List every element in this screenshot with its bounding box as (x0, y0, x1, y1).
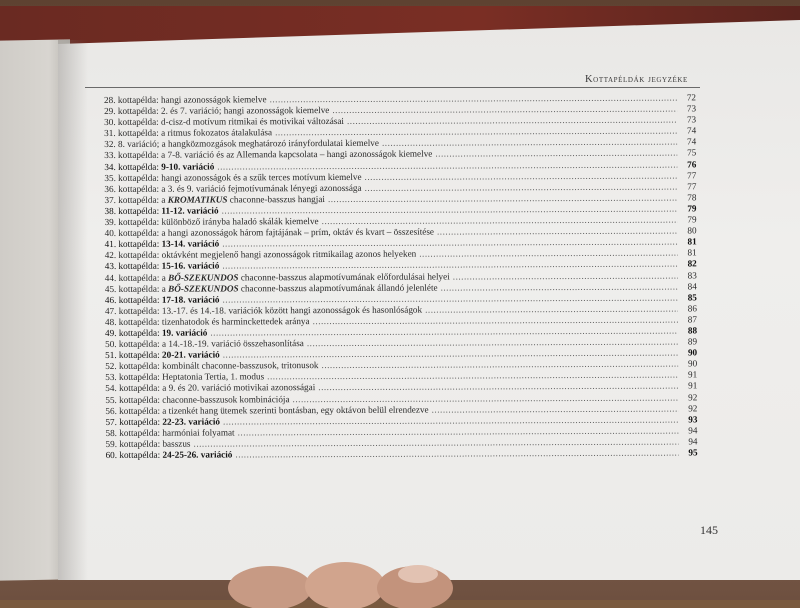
toc-entry-title: 15-16. variáció (161, 260, 220, 272)
toc-entry-prefix: 57. kottapélda: (105, 416, 163, 427)
toc-entry-page: 92 (688, 403, 698, 414)
toc-entry-page: 94 (688, 425, 698, 436)
toc-entry-title: 8. variáció; a hangközmozgások meghatározó irányfordulatai kiemelve (117, 138, 380, 150)
toc-entry-page: 95 (688, 447, 698, 458)
toc-entry-title-pre: a (161, 283, 169, 294)
toc-entry-title-emphasis: BŐ-SZEKUNDOS (168, 271, 239, 283)
toc-entry-title: a 9. és 20. variáció motivikai azonosságai (162, 382, 316, 394)
toc-entry-label (105, 372, 264, 384)
toc-entry-page: 83 (687, 269, 697, 280)
header-rule (85, 87, 700, 88)
toc-entry-prefix: 35. kottapélda: (104, 172, 162, 183)
toc-entry-prefix: 54. kottapélda: (105, 383, 163, 394)
toc-entry-prefix: 38. kottapélda: (104, 205, 162, 216)
toc-entry-title: a 7-8. variáció és az Allemanda kapcsolata – hangi azonosságok kiemelve (161, 149, 433, 161)
toc-entry-page: 80 (687, 225, 697, 236)
toc-entry-page: 72 (686, 92, 697, 103)
toc-entry-title-post: chaconne-basszus alapmotívumának előfordulásai helyei (238, 270, 450, 282)
toc-entry-label (104, 128, 272, 140)
toc-entry-prefix: 30. kottapélda: (104, 116, 162, 128)
toc-entry-label (105, 360, 318, 372)
toc-entry-title-pre: a (161, 272, 169, 283)
toc-entry-label (105, 239, 220, 251)
toc-entry-label (105, 416, 220, 428)
toc-entry-label (105, 316, 310, 328)
toc-entry-prefix: 45. kottapélda: (104, 283, 162, 294)
toc-entry-page: 91 (688, 380, 698, 391)
toc-entry-page: 77 (687, 181, 697, 192)
toc-entry-label (105, 328, 207, 340)
toc-entry-title: különböző irányba haladó skálák kiemelve (161, 216, 319, 227)
toc-entry-label (105, 261, 220, 273)
toc-entry-title: Heptatonia Tertia, 1. modus (162, 371, 265, 383)
toc-entry-title: basszus (162, 438, 191, 449)
toc-entry-title: 9-10. variáció (161, 161, 215, 172)
toc-entry-prefix: 29. kottapélda: (104, 105, 161, 117)
toc-entry-prefix: 31. kottapélda: (104, 128, 162, 139)
toc-entry-page: 89 (687, 336, 698, 347)
toc-entry-prefix: 43. kottapélda: (104, 261, 162, 272)
toc-entry-prefix: 47. kottapélda: (104, 305, 162, 316)
toc-entry-label (104, 161, 214, 173)
toc-entry-label (105, 294, 220, 306)
toc-entry-prefix: 52. kottapélda: (105, 360, 163, 372)
toc-entry-label (105, 350, 220, 362)
toc-entry-prefix: 33. kottapélda: (104, 150, 162, 161)
toc-entry-title: 22-23. variáció (162, 416, 221, 427)
toc-entry-label (105, 216, 319, 228)
toc-entry-page: 74 (686, 125, 697, 136)
toc-entry-page: 90 (687, 347, 698, 358)
toc-entry-prefix: 58. kottapélda: (105, 427, 163, 438)
toc-entry-label (106, 449, 233, 461)
toc-entry-prefix: 36. kottapélda: (104, 183, 162, 194)
toc-entry-page: 85 (687, 292, 697, 303)
toc-entry-prefix: 53. kottapélda: (105, 372, 163, 383)
toc-entry-title: oktávként megjelenő hangi azonosságok ritmikailag azonos helyeken (161, 248, 417, 261)
toc-entry-page: 91 (688, 369, 698, 380)
toc-entry-title: a ritmus fokozatos átalakulása (161, 127, 273, 139)
toc-entry-title: tizenhatodok és harminckettedek aránya (161, 315, 310, 327)
toc-entry-page: 87 (687, 314, 698, 325)
page-number: 145 (700, 523, 718, 537)
toc-entry-prefix: 34. kottapélda: (104, 161, 162, 172)
fingers-holding-page (220, 548, 460, 608)
toc-entry-prefix: 48. kottapélda: (104, 316, 162, 327)
toc-entry-prefix: 40. kottapélda: (104, 227, 162, 239)
toc-entry-prefix: 55. kottapélda: (105, 394, 163, 405)
toc-entry-title: 2. és 7. variáció; hangi azonosságok kiemelve (160, 105, 330, 116)
toc-entry-page: 90 (687, 358, 698, 369)
toc-entry-title: a tizenkét hang ütemek szerinti bontásban, egy oktávon belül elrendezve (162, 404, 429, 416)
toc-entry-page: 94 (688, 436, 698, 447)
toc-entry-prefix: 32. (104, 139, 119, 150)
toc-entry-title: a hangi azonosságok három fajtájának – prím, oktáv és kvart – összesítése (161, 226, 435, 238)
toc-entry-prefix: 49. kottapélda: (105, 327, 162, 338)
toc-entry-title: 17-18. variáció (161, 294, 220, 305)
table-of-contents (104, 92, 698, 461)
toc-entry-prefix: 39. kottapélda: (104, 216, 162, 228)
toc-entry-title-emphasis: BŐ-SZEKUNDOS (168, 283, 239, 294)
toc-entry-prefix: 50. kottapélda: (105, 338, 163, 350)
toc-entry-page: 73 (686, 103, 697, 114)
toc-entry-title-emphasis: KROMATIKUS (167, 194, 228, 205)
toc-entry-page: 73 (686, 114, 697, 125)
toc-entry-label (104, 94, 267, 106)
toc-entry-title: a 3. és 9. variáció fejmotívumának lényegi azonossága (161, 182, 362, 194)
toc-entry-title: 19. variáció (161, 327, 208, 338)
toc-entry-title: 11-12. variáció (161, 205, 219, 216)
toc-entry-page: 81 (687, 236, 697, 247)
running-head: Kottapéldák jegyzéke (585, 74, 688, 85)
toc-entry-title: hangi azonosságok és a szűk terces motívum kiemelve (161, 171, 362, 183)
toc-entry-label (105, 338, 304, 350)
toc-entry-page: 75 (687, 147, 697, 158)
toc-entry-title-post: chaconne-basszus hangjai (227, 193, 325, 205)
finger-middle (305, 562, 385, 608)
toc-entry-page: 78 (687, 192, 697, 203)
toc-entry-title: 13.-17. és 14.-18. variációk között hangi azonosságok és hasonlóságok (161, 304, 423, 316)
toc-entry-prefix: 59. kottapélda: (105, 438, 163, 449)
toc-entry-page: 92 (688, 391, 698, 402)
toc-entry-title: a 14.-18.-19. variáció összehasonlítása (161, 338, 304, 349)
toc-entry-prefix: 44. kottapélda: (104, 272, 162, 283)
toc-entry-prefix: 46. kottapélda: (104, 294, 162, 305)
toc-entry-page: 82 (687, 258, 697, 269)
toc-entry-page: 88 (687, 325, 698, 336)
toc-entry-prefix: 51. kottapélda: (105, 349, 163, 361)
toc-entry-title-pre: a (161, 194, 168, 205)
toc-entry-title: d-cisz-d motívum ritmikai és motivikai változásai (161, 116, 344, 127)
toc-entry-page: 84 (687, 281, 697, 292)
toc-entry-title: 24-25-26. variáció (162, 449, 233, 460)
toc-entry-label (105, 383, 315, 395)
toc-entry-page: 79 (687, 214, 697, 225)
toc-entry-prefix: 42. kottapélda: (104, 250, 162, 261)
dot-leader (235, 447, 678, 460)
fingernail-right (398, 565, 438, 583)
toc-entry-title: 13-14. variáció (161, 238, 220, 249)
toc-entry-title: chaconne-basszusok kombinációja (162, 393, 290, 405)
toc-entry-title: harmóniai folyamat (162, 427, 235, 438)
toc-entry-prefix: 56. kottapélda: (105, 405, 163, 416)
toc-entry-page: 79 (687, 203, 697, 214)
finger-left (228, 566, 312, 608)
toc-entry-prefix: 60. kottapélda: (105, 449, 163, 460)
toc-entry-prefix: 41. kottapélda: (104, 238, 162, 250)
toc-entry-page: 81 (687, 247, 697, 258)
toc-entry-prefix: 28. kottapélda: (104, 94, 161, 105)
toc-entry-page: 93 (688, 414, 698, 425)
toc-entry-label (106, 439, 191, 450)
toc-entry-title-post: chaconne-basszus alapmotívumának állandó jelenléte (238, 282, 438, 294)
toc-entry-page: 77 (687, 170, 697, 181)
toc-entry-title: 20-21. variáció (162, 349, 220, 360)
toc-entry-label (104, 205, 218, 217)
toc-entry-label (105, 394, 289, 406)
toc-entry-page: 86 (687, 303, 697, 314)
toc-entry-page: 74 (687, 136, 697, 147)
toc-entry-title: hangi azonosságok kiemelve (160, 94, 267, 105)
toc-entry-label (105, 427, 234, 439)
spine-shadow (58, 40, 88, 580)
toc-entry-page: 76 (687, 158, 697, 170)
toc-entry-prefix: 37. kottapélda: (104, 194, 162, 205)
toc-entry-title: kombinált chaconne-basszusok, tritonusok (162, 360, 319, 371)
